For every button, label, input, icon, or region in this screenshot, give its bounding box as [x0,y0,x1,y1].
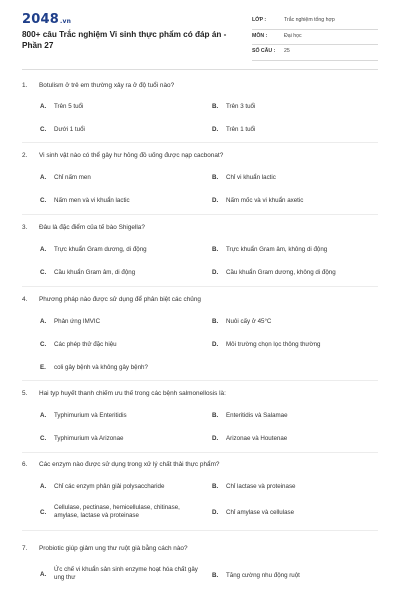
option-letter: D. [212,341,219,348]
question-prompt: Phương pháp nào được sử dụng để phân biệt các chủng [39,296,201,303]
option-text: Trên 5 tuổi [54,103,84,110]
question-separator [22,530,378,531]
meta-count-label: SỐ CÂU : [252,48,276,54]
question-separator [22,142,378,143]
option-letter: C. [40,197,47,204]
option-letter: D. [212,126,219,133]
question-prompt: Đâu là đặc điểm của tế bào Shigella? [39,224,145,231]
option-letter: B. [212,318,219,325]
option-text: Trên 3 tuổi [226,103,256,110]
option-letter: D. [212,509,219,516]
option-text: Cellulase, pectinase, hemicellulase, chitinase, amylase, lactase và proteinase [54,504,180,519]
option-letter: A. [40,103,47,110]
option-text: Tăng cường nhu động ruột [226,572,300,579]
question-number: 4. [22,296,28,303]
page-header [0,0,400,62]
option-letter: C. [40,341,47,348]
option-text: Typhimurium và Enteritidis [54,412,127,419]
question-number: 1. [22,82,28,89]
question-prompt: Probiotic giúp giảm ung thư ruột già bằng cách nào? [39,545,188,552]
question-text [22,82,382,90]
option-letter: B. [212,103,219,110]
question-prompt: Hai typ huyết thanh chiếm ưu thế trong các bệnh salmonellosis là: [39,390,226,397]
meta-subject-label: MÔN : [252,32,268,39]
option-text: Phản ứng IMVIC [54,318,101,325]
option-text: Enteritidis và Salamae [226,412,288,419]
option-letter: B. [212,412,219,419]
question-prompt: Vi sinh vật nào có thể gây hư hỏng đồ uống được nạp cacbonat? [39,152,224,159]
option-text: Cầu khuẩn Gram dương, không di động [226,269,336,276]
meta-subject-value: Đại học [284,32,302,39]
option-letter: B. [212,174,219,181]
option-letter: C. [40,126,47,133]
option-text: coli gây bệnh và không gây bệnh? [54,364,148,371]
option-text: Các phép thử đặc hiệu [54,341,117,348]
question-separator [22,214,378,215]
option-letter: A. [40,571,47,578]
option-text: Ức chế vi khuẩn sản sinh enzyme hoạt hóa chất gây ung thư [54,566,198,581]
option-text: Chỉ nấm men [54,174,91,181]
option-letter: A. [40,318,47,325]
option-text: Trực khuẩn Gram dương, di động [54,246,147,253]
meta-subject-row [252,30,378,46]
question-number: 5. [22,390,28,397]
logo-text: 2048 [22,12,59,27]
site-logo[interactable] [22,12,71,27]
question-number: 3. [22,224,28,231]
question-text [22,545,382,553]
option-text: Chỉ vi khuẩn lactic [226,174,276,181]
option-letter: A. [40,174,47,181]
meta-count-row [252,45,378,61]
document-title: 800+ câu Trắc nghiệm Vi sinh thực phẩm có đáp án - Phần 27 [22,30,227,50]
question-number: 7. [22,545,28,552]
option-text: Typhimurium và Arizonae [54,435,124,442]
question-number: 2. [22,152,28,159]
header-divider [22,69,378,70]
option-letter: B. [212,246,219,253]
question-number: 6. [22,461,28,468]
option-letter: A. [40,246,47,253]
option-text: Chỉ amylase và cellulase [226,509,295,516]
option-text: Nấm men và vi khuẩn lactic [54,197,130,204]
question-text [22,296,382,304]
meta-class-row [252,14,378,30]
option-text: Cầu khuẩn Gram âm, di động [54,269,136,276]
option-letter: D. [212,197,219,204]
option-text: Dưới 1 tuổi [54,126,85,133]
question-separator [22,286,378,287]
question-separator [22,380,378,381]
question-separator [22,452,378,453]
question-text [22,461,382,469]
option-text: Trên 1 tuổi [226,126,256,133]
option-text: Môi trường chọn lọc thông thường [226,341,321,348]
option-text: Nấm mốc và vi khuẩn axetic [226,197,304,204]
meta-class-value: Trắc nghiệm tổng hợp [284,17,335,23]
option-letter: B. [212,572,219,579]
meta-count-value: 25 [284,48,290,54]
question-text [22,152,382,160]
option-letter: C. [40,509,47,516]
option-letter: B. [212,483,219,490]
question-prompt: Các enzym nào được sử dụng trong xử lý chất thải thực phẩm? [39,461,220,468]
question-text [22,390,382,398]
option-letter: D. [212,269,219,276]
option-text: Chỉ lactase và proteinase [226,483,296,490]
option-letter: A. [40,483,47,490]
option-letter: C. [40,435,47,442]
question-prompt: Botulism ở trẻ em thường xảy ra ở độ tuổi nào? [39,82,175,89]
option-text: Arizonae và Houtenae [226,435,288,442]
logo-tld: .vn [59,18,72,25]
meta-panel [252,14,378,61]
option-letter: C. [40,269,47,276]
option-letter: E. [40,364,46,371]
option-text: Chỉ các enzym phân giải polysaccharide [54,483,165,490]
option-letter: D. [212,435,219,442]
meta-class-label: LỚP : [252,17,267,23]
option-text: Nuôi cấy ở 45°C [226,318,272,325]
option-letter: A. [40,412,47,419]
question-text [22,224,382,232]
option-text: Trực khuẩn Gram âm, không di động [226,246,328,253]
